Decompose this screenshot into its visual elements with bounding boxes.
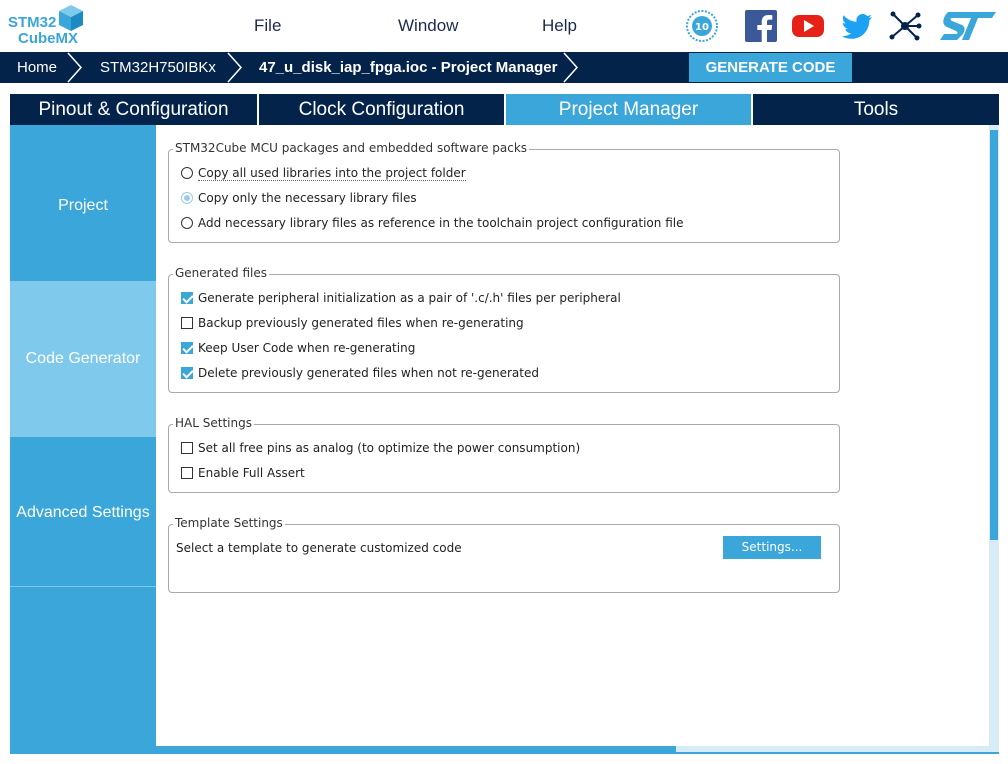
checkbox-delete-previous[interactable] <box>181 367 193 379</box>
code-generator-panel <box>156 125 990 746</box>
sidebar-item-code-generator[interactable]: Code Generator <box>10 282 156 436</box>
top-bar <box>0 0 1008 52</box>
packs-option-label: Add necessary library files as reference in the toolchain project configuration file <box>198 216 684 230</box>
badge-number: 10 <box>695 22 709 33</box>
facebook-icon[interactable] <box>744 9 778 43</box>
anniversary-badge-icon[interactable] <box>685 9 719 43</box>
radio-copy-all[interactable] <box>181 167 193 179</box>
sidebar-item-project[interactable]: Project <box>58 197 108 214</box>
sidebar-item-advanced-settings[interactable]: Advanced Settings <box>16 504 150 521</box>
breadcrumb-chevron-icon <box>66 52 84 83</box>
hal-option-label: Set all free pins as analog (to optimize the power consumption) <box>198 441 581 455</box>
sidebar-divider <box>10 586 156 587</box>
template-description: Select a template to generate customized code <box>176 541 462 555</box>
tab-pinout-configuration[interactable]: Pinout & Configuration <box>38 99 229 120</box>
menu-file[interactable]: File <box>254 16 282 35</box>
breadcrumb-device[interactable]: STM32H750IBKx <box>100 59 216 76</box>
breadcrumb-chevron-icon <box>226 52 244 83</box>
checkbox-full-assert[interactable] <box>181 467 193 479</box>
youtube-icon[interactable] <box>791 9 825 43</box>
hal-option-label: Enable Full Assert <box>198 466 305 480</box>
cube-icon <box>58 4 84 32</box>
checkbox-keep-user-code[interactable] <box>181 342 193 354</box>
tab-clock-configuration[interactable]: Clock Configuration <box>298 99 465 120</box>
generated-files-group <box>168 266 840 393</box>
menu-window[interactable]: Window <box>398 16 459 35</box>
hal-settings-group <box>168 416 840 493</box>
bottom-border <box>10 752 999 754</box>
radio-copy-necessary[interactable] <box>181 192 193 204</box>
tab-project-manager[interactable]: Project Manager <box>506 94 751 125</box>
checkbox-free-pins-analog[interactable] <box>181 442 193 454</box>
main-tabs <box>10 94 999 125</box>
menu-help[interactable]: Help <box>542 16 577 35</box>
packs-group-title: STM32Cube MCU packages and embedded software packs <box>175 141 528 155</box>
vertical-scrollbar-thumb[interactable] <box>990 130 998 540</box>
hal-settings-title: HAL Settings <box>175 416 252 430</box>
template-settings-group <box>168 516 840 593</box>
breadcrumb <box>0 52 1008 83</box>
packs-option-label: Copy all used libraries into the project folder <box>198 166 466 180</box>
template-settings-title: Template Settings <box>175 516 283 530</box>
checkbox-pair-files[interactable] <box>181 292 193 304</box>
breadcrumb-project[interactable]: 47_u_disk_iap_fpga.ioc - Project Manager <box>259 59 558 76</box>
gen-option-label: Keep User Code when re-generating <box>198 341 416 355</box>
packs-option-label: Copy only the necessary library files <box>198 191 417 205</box>
gen-option-label: Generate peripheral initialization as a pair of '.c/.h' files per peripheral <box>198 291 621 305</box>
breadcrumb-chevron-icon <box>562 52 580 83</box>
twitter-icon[interactable] <box>840 9 874 43</box>
packs-group <box>168 141 840 243</box>
checkbox-backup[interactable] <box>181 317 193 329</box>
breadcrumb-home[interactable]: Home <box>17 59 58 76</box>
sidebar <box>10 125 156 753</box>
generate-code-button[interactable]: GENERATE CODE <box>689 53 852 82</box>
logo-text-line1: STM32 <box>8 14 57 31</box>
radio-reference[interactable] <box>181 217 193 229</box>
network-icon[interactable] <box>888 9 922 43</box>
gen-option-label: Backup previously generated files when re-generating <box>198 316 524 330</box>
tab-tools[interactable]: Tools <box>853 99 899 120</box>
gen-option-label: Delete previously generated files when not re-generated <box>198 366 539 380</box>
st-logo-icon[interactable] <box>938 10 998 42</box>
logo-text-line2: CubeMX <box>18 30 78 47</box>
template-settings-button[interactable]: Settings... <box>723 536 821 559</box>
generated-files-title: Generated files <box>175 266 268 280</box>
stm32cubemx-logo <box>6 4 86 48</box>
